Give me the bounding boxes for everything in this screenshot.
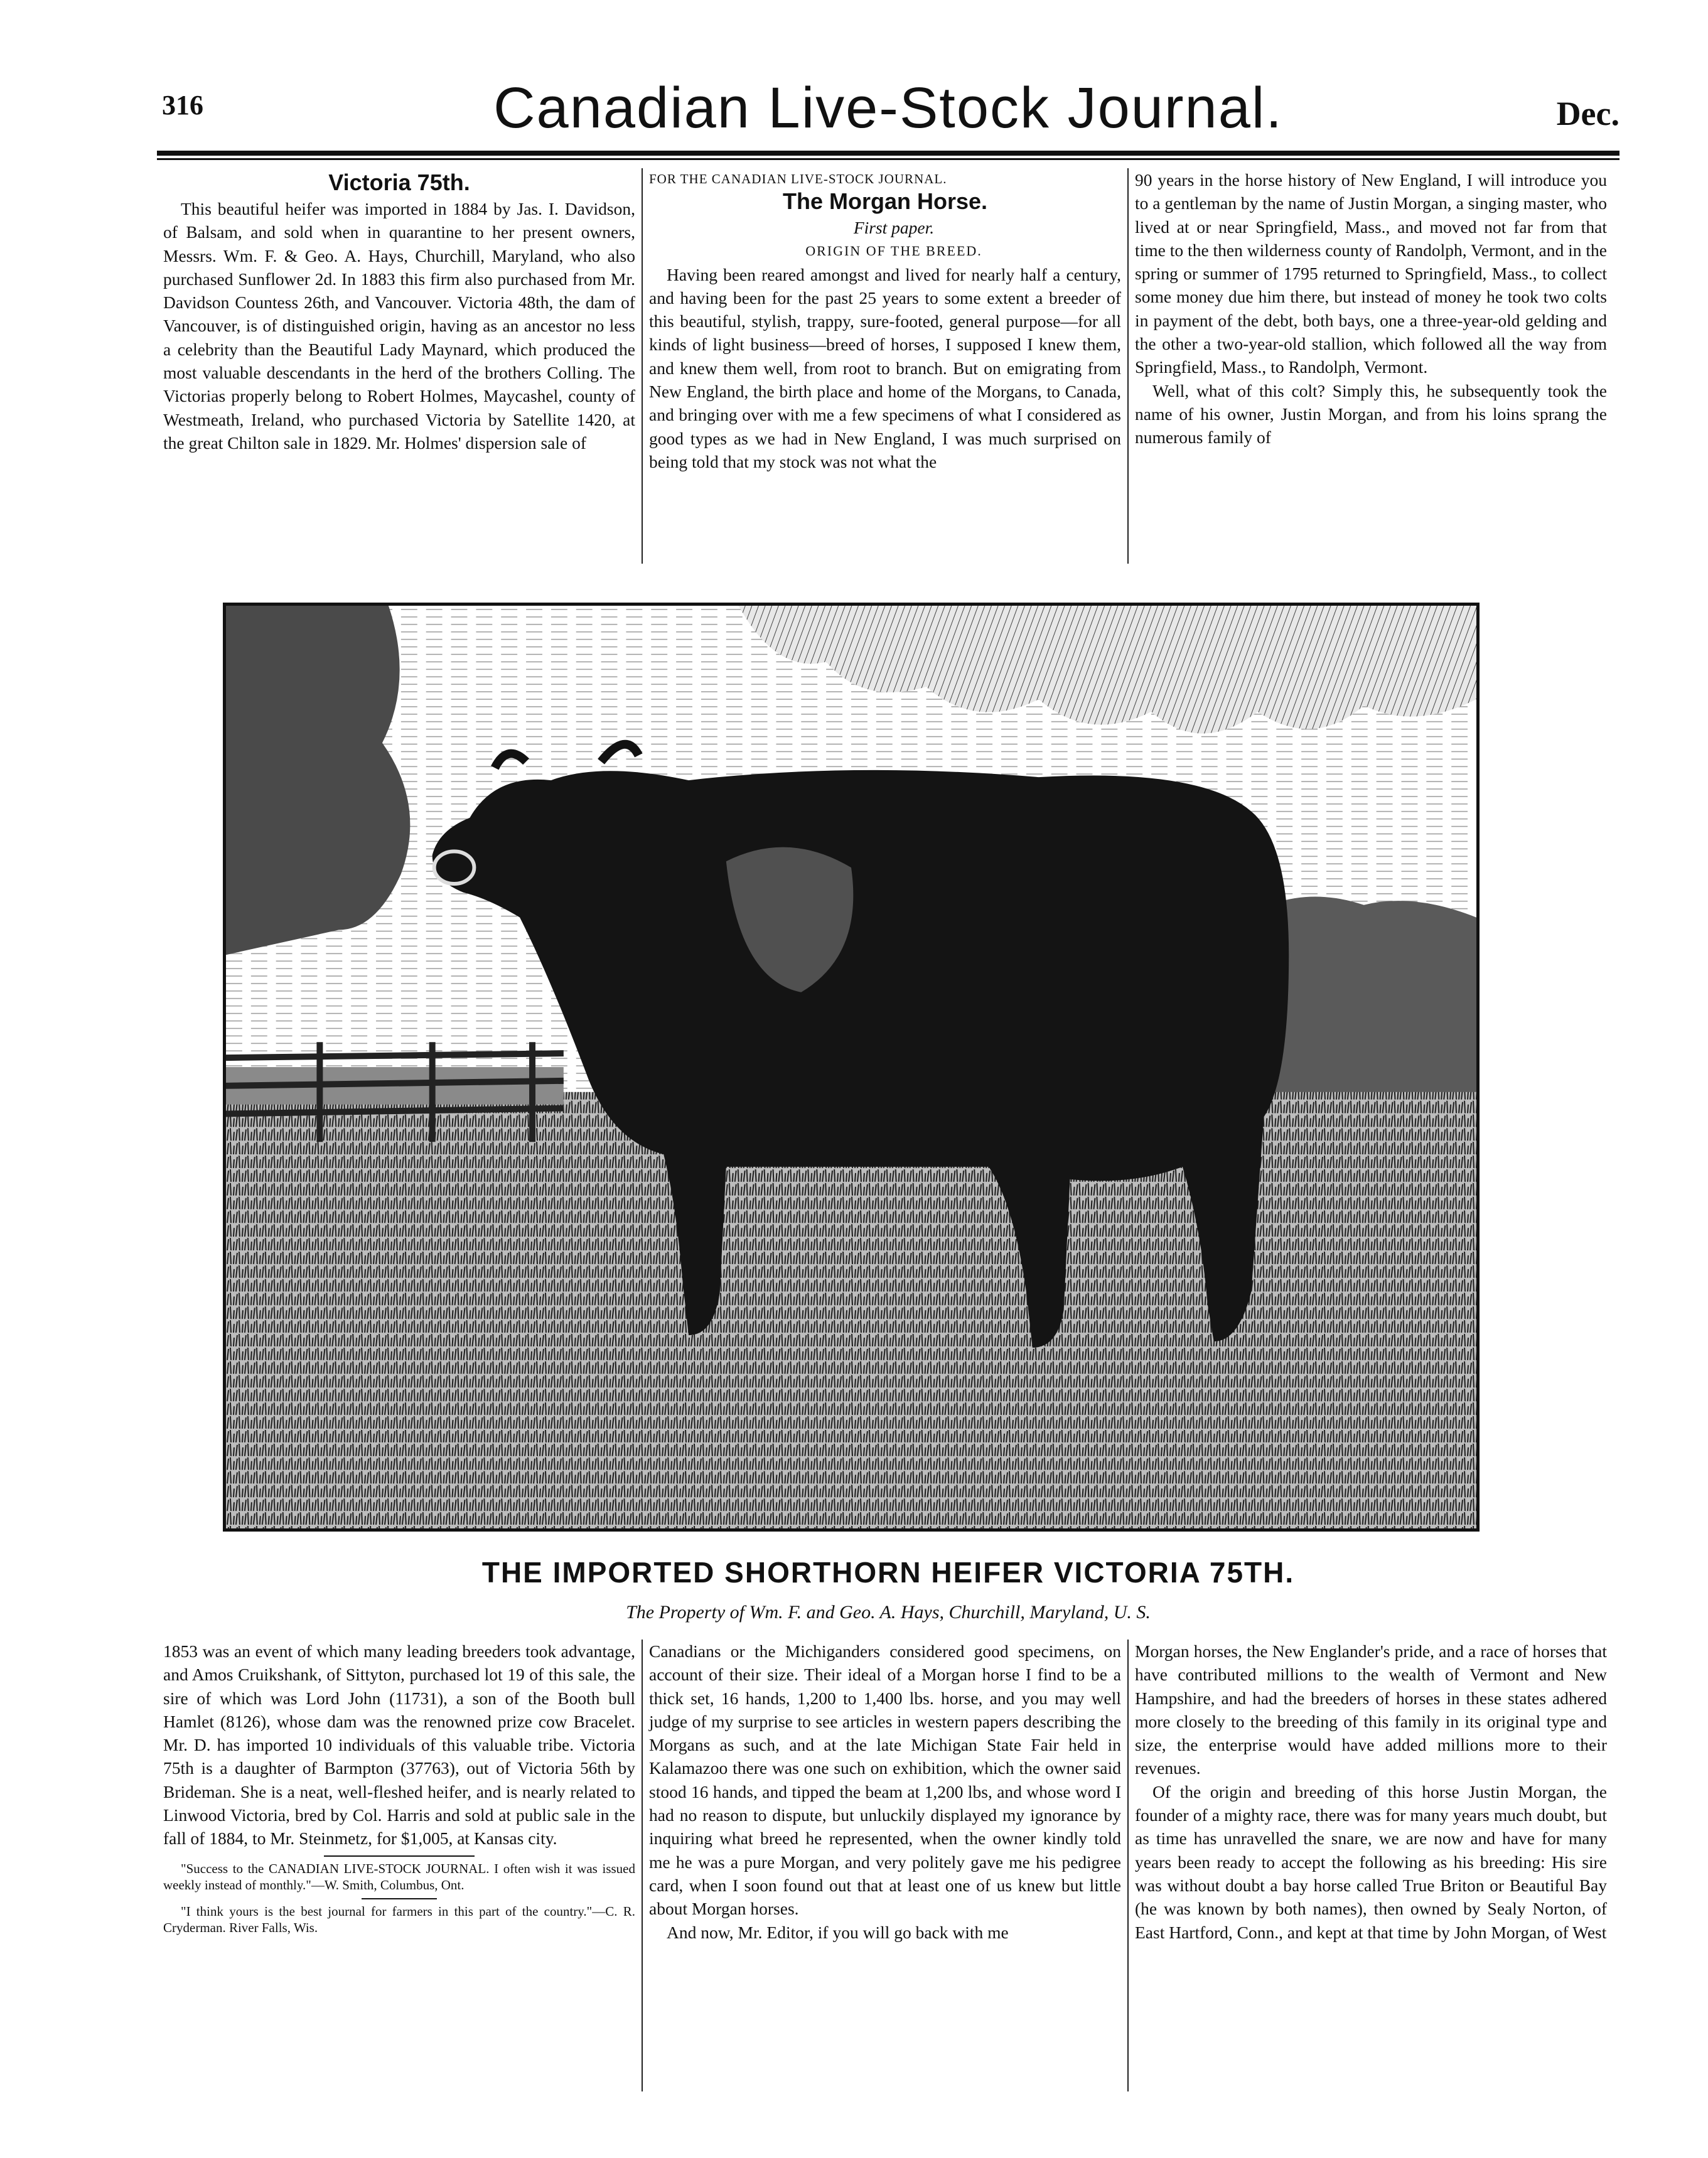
article-title-morgan: The Morgan Horse. (782, 188, 988, 214)
reader-testimonial: "Success to the CANADIAN LIVE-STOCK JOURNAL. I often wish it was issued weekly instead of monthly."—W. Smith, Columbus, Ont. (163, 1860, 635, 1892)
column-divider (642, 1640, 643, 2091)
article-subtitle: First paper. (853, 218, 935, 237)
article-paragraph: Of the origin and breeding of this horse Justin Morgan, the founder of a mighty race, there was for many years much doubt, but as time has unravelled the snare, we are now and have for many years been ready to accept the following as his breeding: His sire was without doubt a bay horse called True Briton or Beautiful Bay (he was known by both names), then owned by Sealy Norton, of East Hartford, Conn., and kept at that time by John Morgan, of West (1135, 1781, 1607, 1942)
article-title-victoria: Victoria 75th. (328, 169, 470, 195)
article-morgan-column-continued (649, 1640, 1121, 1944)
article-victoria-column (163, 168, 635, 454)
article-paragraph: Well, what of this colt? Simply this, he subsequently took the name of his owner, Justin Morgan, and from his loins sprang the numerous family of (1135, 380, 1607, 448)
section-heading: ORIGIN OF THE BREED. (805, 243, 982, 259)
page-number: 316 (162, 90, 203, 121)
article-morgan-column-continued (1135, 168, 1607, 449)
article-victoria-column-continued (163, 1640, 635, 1936)
article-morgan-column (649, 168, 1121, 473)
page-header (157, 75, 1619, 144)
heifer-engraving-illustration (223, 603, 1480, 1532)
article-paragraph: And now, Mr. Editor, if you will go back with me (667, 1922, 1009, 1942)
header-rule (157, 151, 1619, 156)
article-morgan-column-continued (1135, 1640, 1607, 1944)
column-divider (642, 168, 643, 564)
article-paragraph: This beautiful heifer was imported in 1884 by Jas. I. Davidson, of Balsam, and sold when in quarantine to her present owners, Messrs. Wm. F. & Geo. A. Hays, Churchill, Maryland, who also purchased Sunflower 2d. In 1883 this firm also purchased from Mr. Davidson Countess 26th, and Vancouver. Victoria 48th, the dam of Vancouver, is of distinguished origin, having as an ancestor no less a celebrity than the Beautiful Lady Maynard, which produced the most valuable descendants in the herd of the brothers Colling. The Victorias properly belong to Robert Holmes, Maycashel, county of Westmeath, Ireland, who purchased Victoria by Satellite 1420, at the great Chilton sale in 1829. Mr. Holmes' dispersion sale of (163, 199, 635, 453)
issue-month: Dec. (1556, 95, 1619, 132)
article-paragraph: Morgan horses, the New Englander's pride, and a race of horses that have contributed millions to the wealth of Vermont and New Hampshire, and had the breeders of horses in these states adhered more closely to the breeding of this family in its original type and size, the enterprise would have added millions more to their revenues. (1135, 1641, 1607, 1778)
reader-testimonial: "I think yours is the best journal for farmers in this part of the country."—C. R. Cryderman. River Falls, Wis. (163, 1903, 635, 1935)
article-paragraph: 1853 was an event of which many leading breeders took advantage, and Amos Cruikshank, of Sittyton, purchased lot 19 of this sale, the sire of which was Lord John (11731), a son of the Booth bull Hamlet (8126), whose dam was the renowned prize cow Bracelet. Mr. D. has imported 10 individuals of this valuable tribe. Victoria 75th is a daughter of Barmpton (37763), out of Victoria 56th by Brideman. She is a neat, well-fleshed heifer, and is nearly related to Linwood Victoria, bred by Col. Harris and sold at public sale in the fall of 1884, to Mr. Steinmetz, for $1,005, at Kansas city. (163, 1641, 635, 1849)
article-paragraph: Having been reared amongst and lived for nearly half a century, and having been for the past 25 years to some extent a breeder of this beautiful, stylish, trappy, sure-footed, general purpose—for all kinds of light business—breed of horses, I supposed I knew them, and knew them well, from root to branch. But on emigrating from New England, the birth place and home of the Morgans, to Canada, and bringing over with me a few specimens of what I considered as good types as we had in New England, I was much surprised on being told that my stock was not what the (649, 264, 1121, 471)
journal-title: Canadian Live-Stock Journal. (493, 76, 1283, 140)
quote-divider (324, 1855, 475, 1857)
figure-caption-title: THE IMPORTED SHORTHORN HEIFER VICTORIA 75TH. (481, 1556, 1295, 1589)
article-kicker: FOR THE CANADIAN LIVE-STOCK JOURNAL. (649, 171, 947, 186)
column-divider (1127, 168, 1129, 564)
column-divider (1127, 1640, 1129, 2091)
header-rule-thin (157, 158, 1619, 160)
quote-divider (362, 1898, 437, 1899)
figure-caption-subtitle: The Property of Wm. F. and Geo. A. Hays, Churchill, Maryland, U. S. (626, 1602, 1151, 1623)
article-paragraph: 90 years in the horse history of New England, I will introduce you to a gentleman by the name of Justin Morgan, a singing master, who lived at or near Springfield, Mass., and moved not far from that time to the then wilderness county of Randolph, Vermont, and in the spring or summer of 1795 returned to Springfield, Mass., to collect some money due him there, but instead of money he took two colts in payment of the debt, both bays, one a three-year-old gelding and the other a two-year-old stallion, which followed all the way from Springfield, Mass., to Randolph, Vermont. (1135, 170, 1607, 377)
article-paragraph: Canadians or the Michiganders considered good specimens, on account of their size. Their ideal of a Morgan horse I find to be a thick set, 16 hands, 1,200 to 1,400 lbs. horse, and you may well judge of my surprise to see articles in western papers describing the Morgans as such, and at the late Michigan State Fair held in Kalamazoo there was one such on exhibition, which the owner said stood 16 hands, and tipped the beam at 1,200 lbs, and whose word I had no reason to dispute, but unluckily displayed my ignorance by inquiring what breed he represented, when the owner kindly told me he was a pure Morgan, and very politely gave me his pedigree card, when I soon found out that at least one of us knew but little about Morgan horses. (649, 1641, 1121, 1919)
engraving-image (226, 606, 1476, 1528)
